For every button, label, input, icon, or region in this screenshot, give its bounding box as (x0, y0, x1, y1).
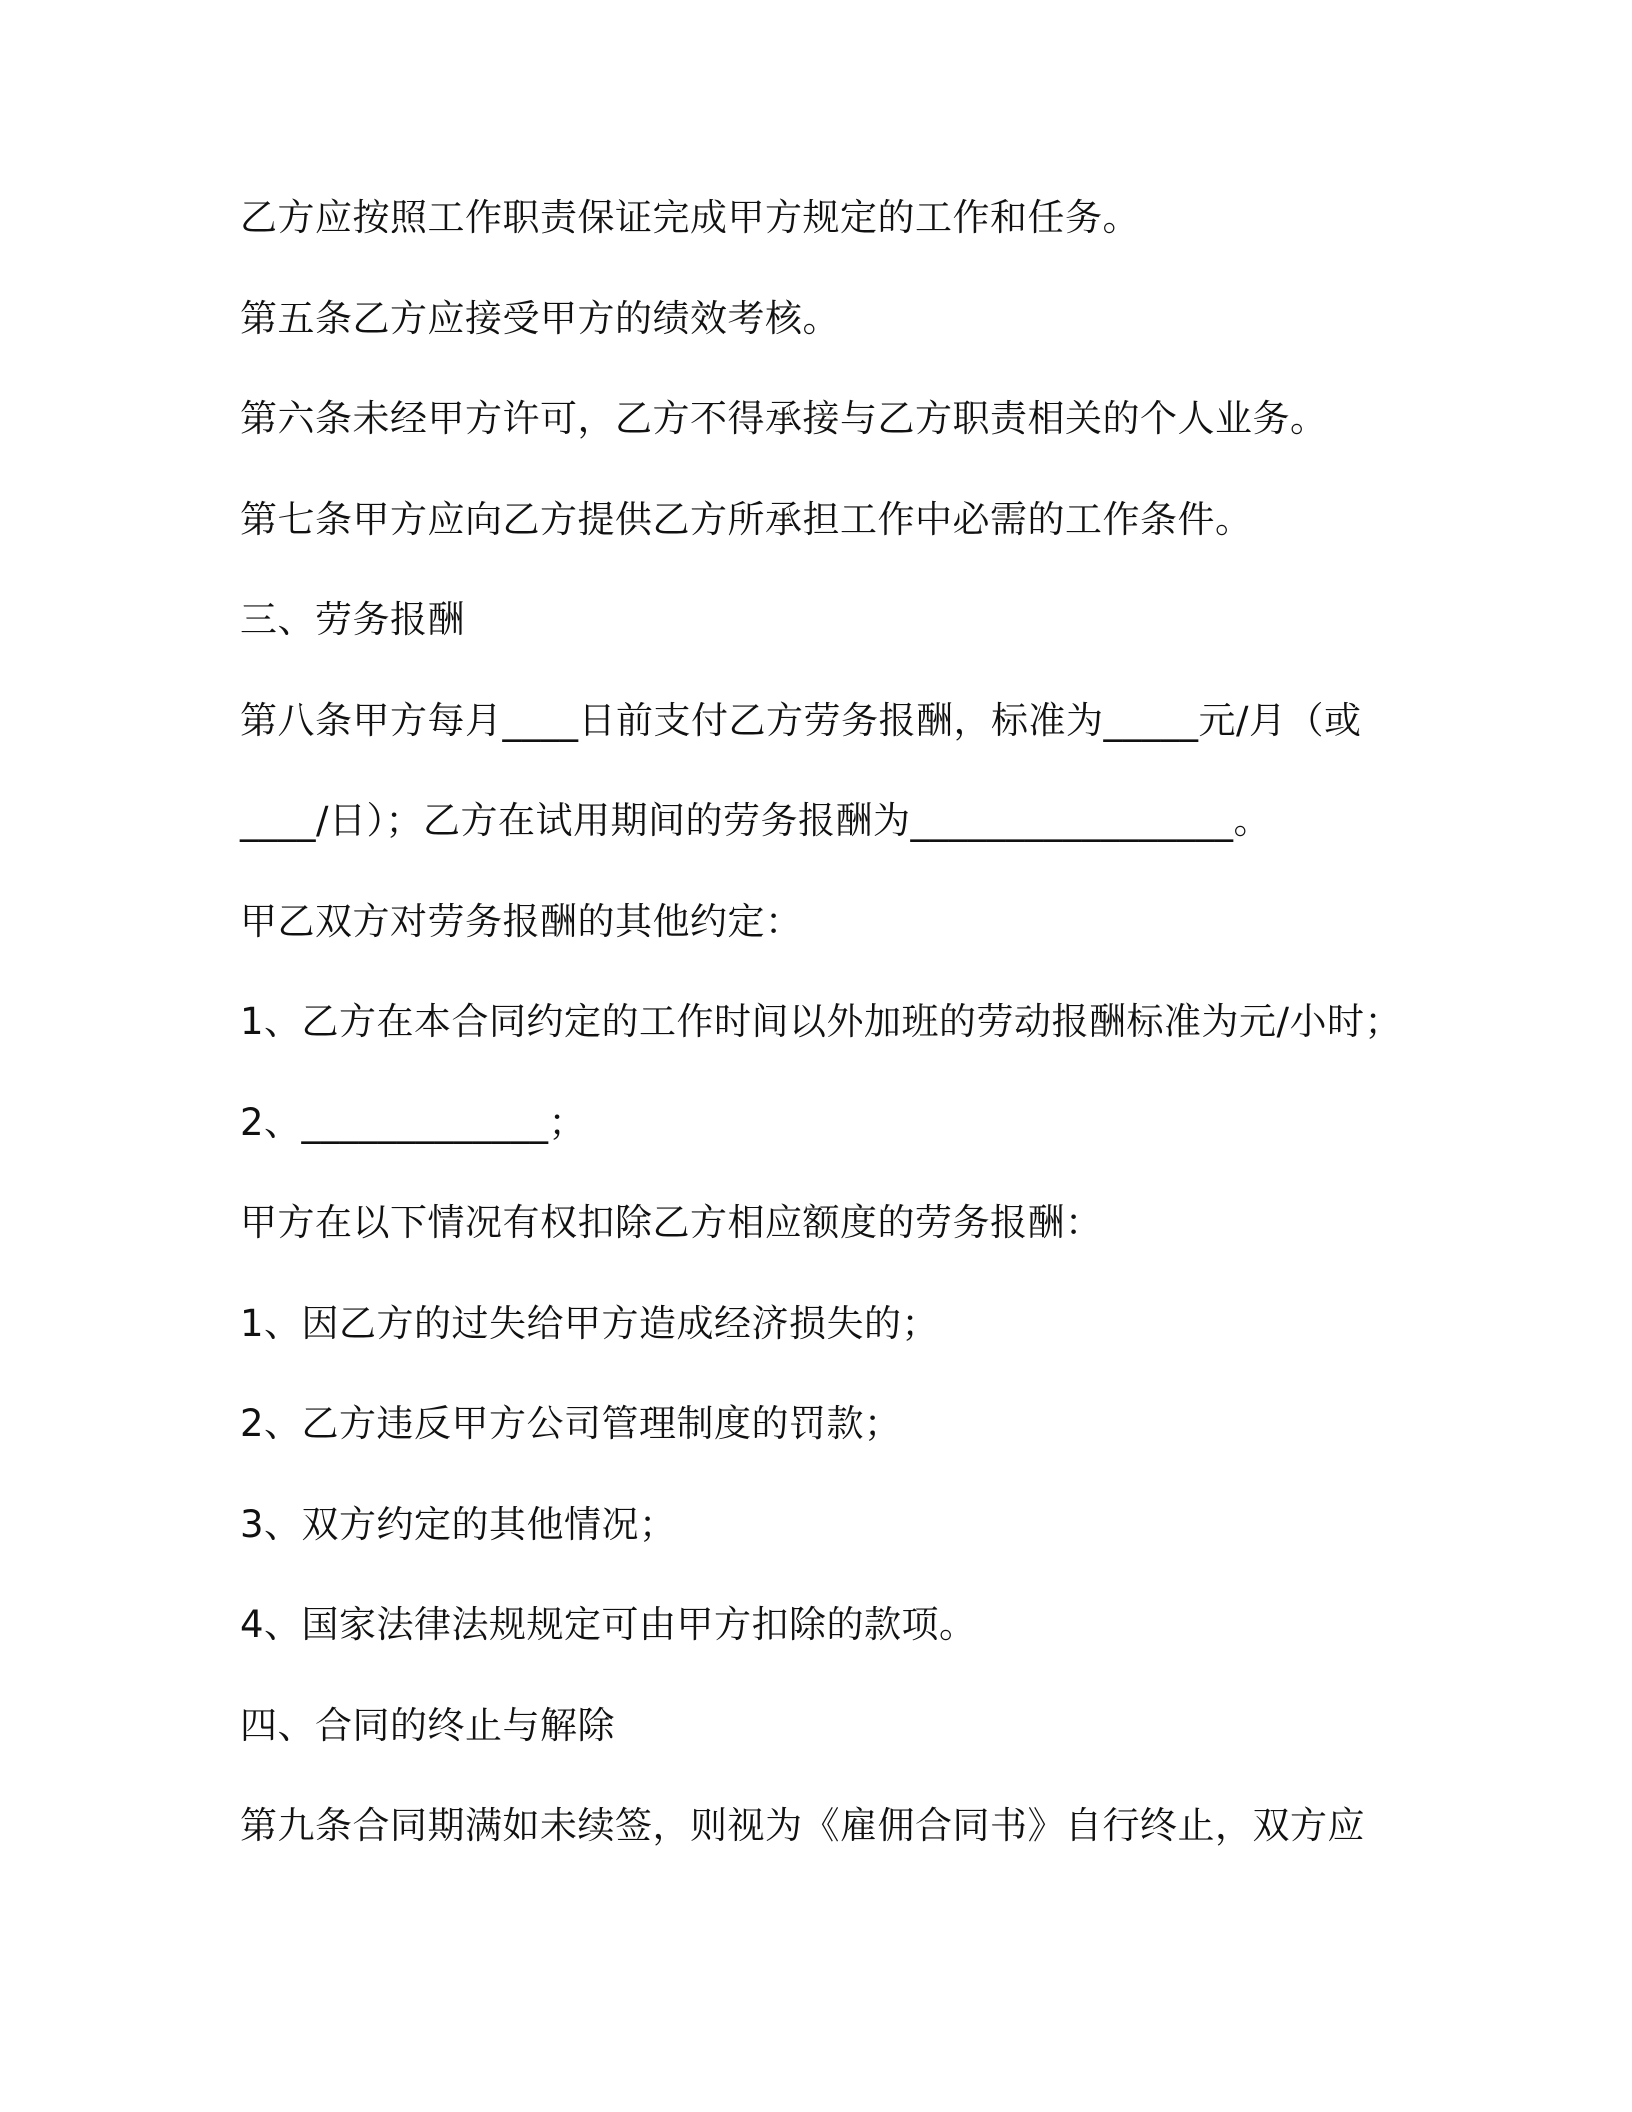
other-agreement-item-2: 2、_____________； (240, 1100, 587, 1144)
article-5: 第五条乙方应接受甲方的绩效考核。 (240, 296, 840, 340)
article-8-line-1: 第八条甲方每月____日前支付乙方劳务报酬，标准为_____元/月（或 (240, 698, 1362, 742)
article-7: 第七条甲方应向乙方提供乙方所承担工作中必需的工作条件。 (240, 497, 1253, 541)
section-heading-remuneration: 三、劳务报酬 (240, 598, 465, 641)
other-agreements-heading: 甲乙双方对劳务报酬的其他约定： (240, 899, 803, 943)
other-agreement-item-1: 1、乙方在本合同约定的工作时间以外加班的劳动报酬标准为元/小时； (240, 1000, 1403, 1043)
article-6: 第六条未经甲方许可，乙方不得承接与乙方职责相关的个人业务。 (240, 397, 1328, 440)
deduction-item-2: 2、乙方违反甲方公司管理制度的罚款； (240, 1402, 902, 1445)
article-8-line-2: ____/日）；乙方在试用期间的劳务报酬为_________________。 (240, 799, 1271, 842)
article-9: 第九条合同期满如未续签，则视为《雇佣合同书》自行终止，双方应 (240, 1804, 1365, 1847)
deduction-item-1: 1、因乙方的过失给甲方造成经济损失的； (240, 1301, 940, 1345)
deduction-item-3: 3、双方约定的其他情况； (240, 1502, 677, 1546)
paragraph-duty-completion: 乙方应按照工作职责保证完成甲方规定的工作和任务。 (240, 196, 1140, 239)
section-heading-termination: 四、合同的终止与解除 (240, 1703, 615, 1747)
deduction-heading: 甲方在以下情况有权扣除乙方相应额度的劳务报酬： (240, 1201, 1103, 1244)
document-body (240, 190, 1403, 1899)
deduction-item-4: 4、国家法律法规规定可由甲方扣除的款项。 (240, 1603, 977, 1646)
